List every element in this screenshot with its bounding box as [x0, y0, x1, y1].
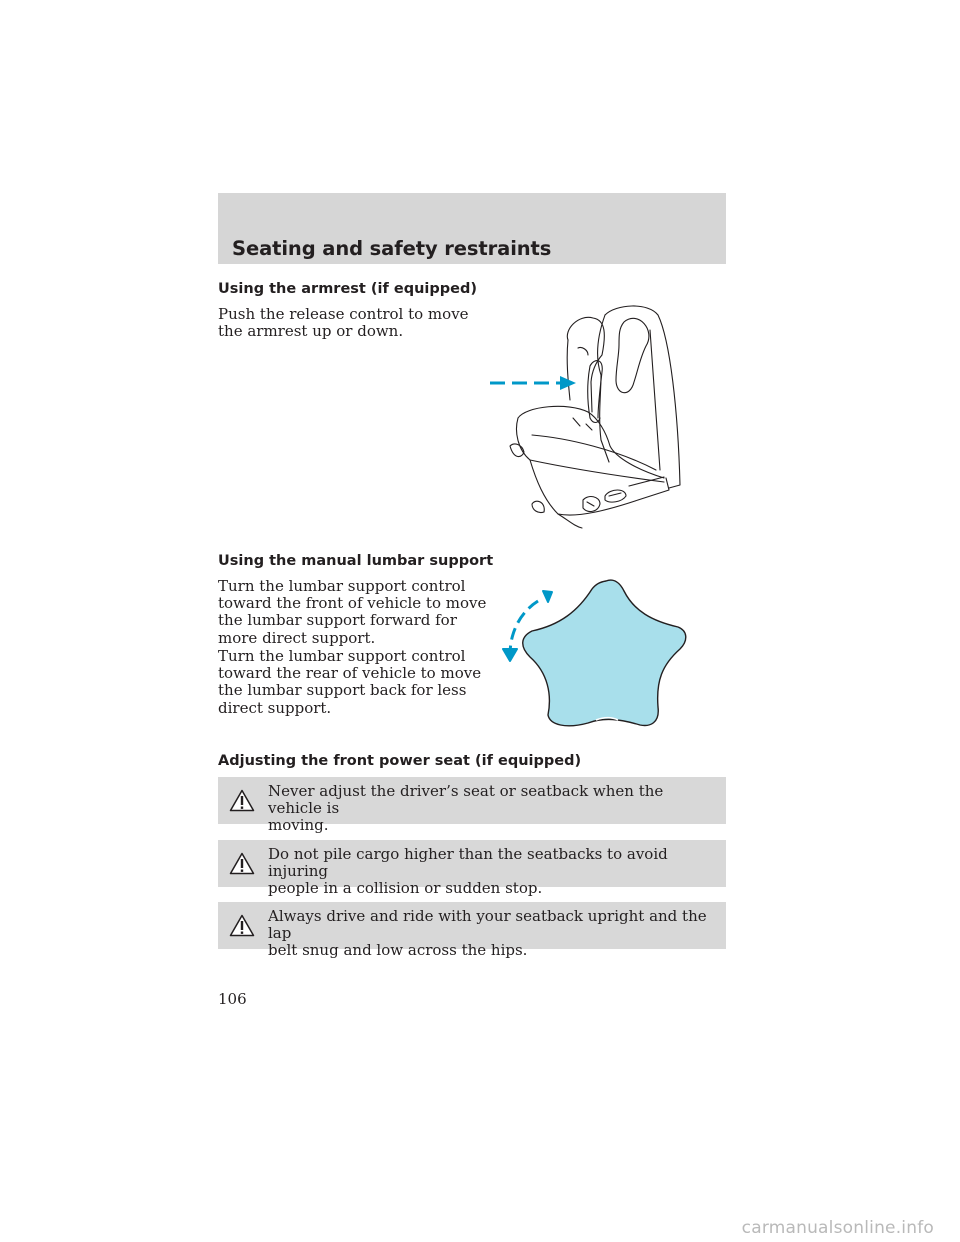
lumbar-text-back: Turn the lumbar support control toward the rear of vehicle to move the lumbar support back for less direct support.: [218, 647, 482, 717]
lumbar-heading: Using the manual lumbar support: [218, 553, 494, 569]
lumbar-knob-illustration: [500, 575, 690, 730]
armrest-text: Push the release control to move the armrest up or down.: [218, 305, 469, 341]
lumbar-text-forward: Turn the lumbar support control toward the front of vehicle to move the lumbar support forward for more direct support.: [218, 577, 487, 647]
warning-box: [218, 777, 726, 835]
section-header: [218, 193, 726, 264]
armrest-heading: Using the armrest (if equipped): [218, 281, 477, 297]
warning-box: [218, 840, 726, 898]
warning-triangle-icon: [229, 789, 255, 812]
seat-armrest-illustration: [488, 300, 688, 532]
warning-box: [218, 902, 726, 960]
power-seat-heading: Adjusting the front power seat (if equipped): [218, 753, 582, 769]
page-number: 106: [218, 990, 247, 1008]
warning-triangle-icon: [229, 914, 255, 937]
warning-text: Do not pile cargo higher than the seatbacks to avoid injuring people in a collision or sudden stop.: [268, 845, 668, 898]
warning-text: Always drive and ride with your seatback upright and the lap belt snug and low across the hips.: [268, 907, 707, 960]
section-title: Seating and safety restraints: [232, 237, 552, 260]
watermark: carmanualsonline.info: [741, 1218, 934, 1238]
warning-text: Never adjust the driver’s seat or seatback when the vehicle is moving.: [268, 782, 664, 835]
warning-triangle-icon: [229, 852, 255, 875]
